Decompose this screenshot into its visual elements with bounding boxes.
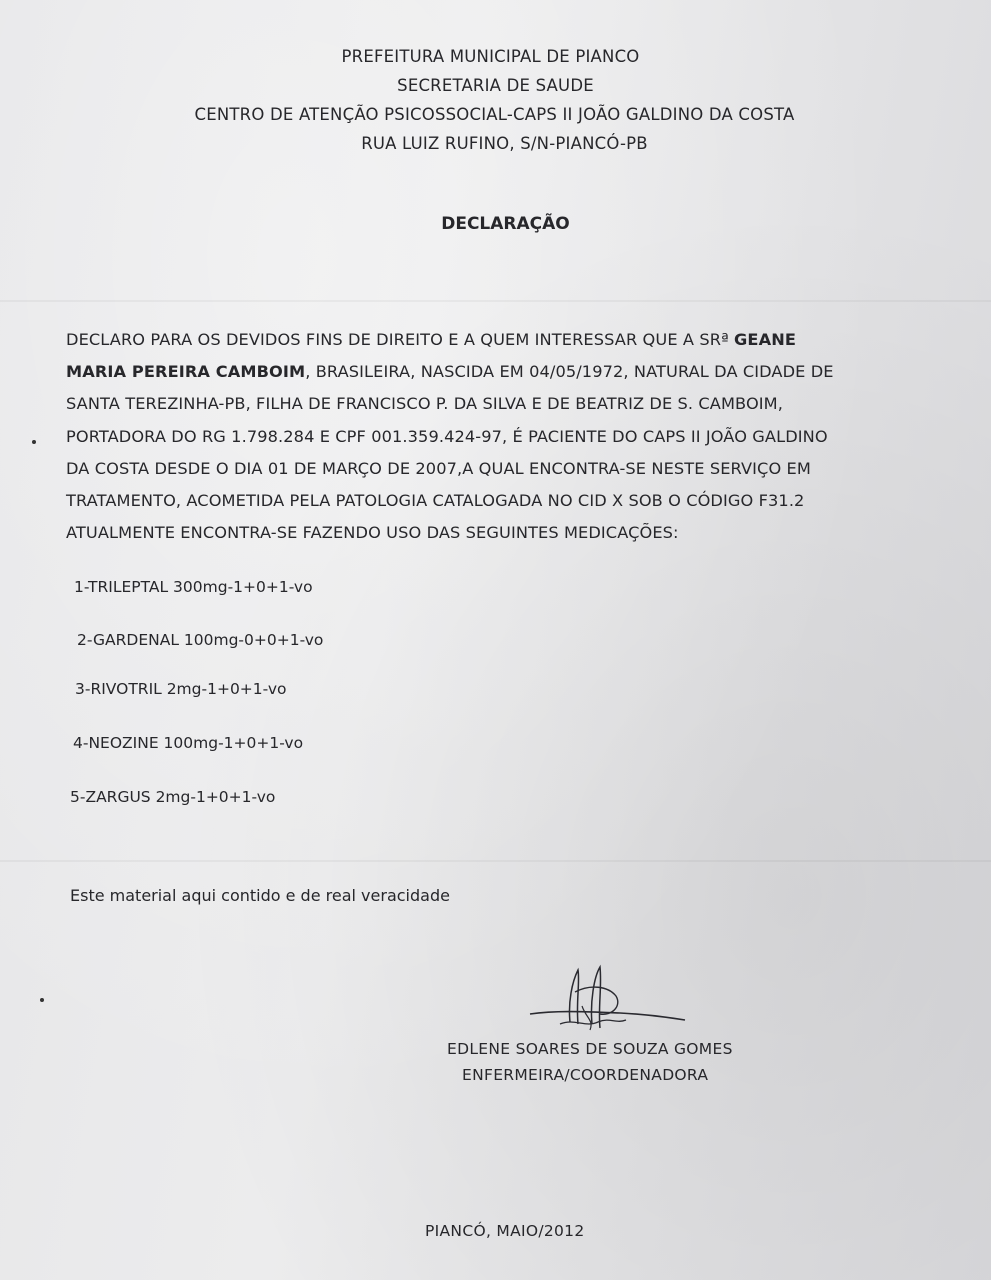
medication-item: 5-ZARGUS 2mg-1+0+1-vo (70, 788, 276, 806)
paper-mark (40, 998, 44, 1002)
paper-crease (0, 300, 991, 302)
body-line: SANTA TEREZINHA-PB, FILHA DE FRANCISCO P. DA SILVA E DE BEATRIZ DE S. CAMBOIM, (66, 394, 783, 414)
body-line: DA COSTA DESDE O DIA 01 DE MARÇO DE 2007,A QUAL ENCONTRA-SE NESTE SERVIÇO EM (66, 458, 811, 478)
body-text: DECLARO PARA OS DEVIDOS FINS DE DIREITO E A QUEM INTERESSAR QUE A SRª (66, 330, 735, 349)
letterhead (0, 42, 991, 158)
patient-surname: MARIA PEREIRA CAMBOIM (66, 362, 306, 382)
body-line: TRATAMENTO, ACOMETIDA PELA PATOLOGIA CATALOGADA NO CID X SOB O CÓDIGO F31.2 (66, 491, 805, 511)
body-line (66, 356, 946, 388)
body-text: , BRASILEIRA, NASCIDA EM 04/05/1972, NATURAL DA CIDADE DE (305, 362, 834, 382)
patient-first-name: GEANE (734, 330, 797, 349)
paper-mark (32, 440, 36, 444)
paper-crease (0, 860, 991, 862)
place-date: PIANCÓ, MAIO/2012 (425, 1222, 585, 1240)
signatory-name: EDLENE SOARES DE SOUZA GOMES (447, 1040, 733, 1058)
body-line (66, 324, 946, 356)
letterhead-line: PREFEITURA MUNICIPAL DE PIANCO (341, 47, 640, 66)
medication-item: 3-RIVOTRIL 2mg-1+0+1-vo (75, 680, 287, 698)
letterhead-line: SECRETARIA DE SAUDE (397, 76, 594, 95)
letterhead-line: CENTRO DE ATENÇÃO PSICOSSOCIAL-CAPS II JOÃO GALDINO DA COSTA (194, 105, 795, 124)
letterhead-address: RUA LUIZ RUFINO, S/N-PIANCÓ-PB (361, 134, 648, 153)
handwritten-signature (520, 962, 690, 1042)
medication-item: 4-NEOZINE 100mg-1+0+1-vo (73, 734, 304, 752)
medication-item: 1-TRILEPTAL 300mg-1+0+1-vo (74, 578, 313, 596)
medication-item: 2-GARDENAL 100mg-0+0+1-vo (77, 631, 324, 649)
signatory-role: ENFERMEIRA/COORDENADORA (462, 1066, 709, 1084)
closing-statement: Este material aqui contido e de real veracidade (70, 886, 450, 905)
body-line: PORTADORA DO RG 1.798.284 E CPF 001.359.424-97, É PACIENTE DO CAPS II JOÃO GALDINO (66, 426, 828, 446)
document-title: DECLARAÇÃO (441, 214, 570, 234)
declaration-body (66, 324, 946, 549)
body-line: ATUALMENTE ENCONTRA-SE FAZENDO USO DAS SEGUINTES MEDICAÇÕES: (66, 523, 679, 543)
